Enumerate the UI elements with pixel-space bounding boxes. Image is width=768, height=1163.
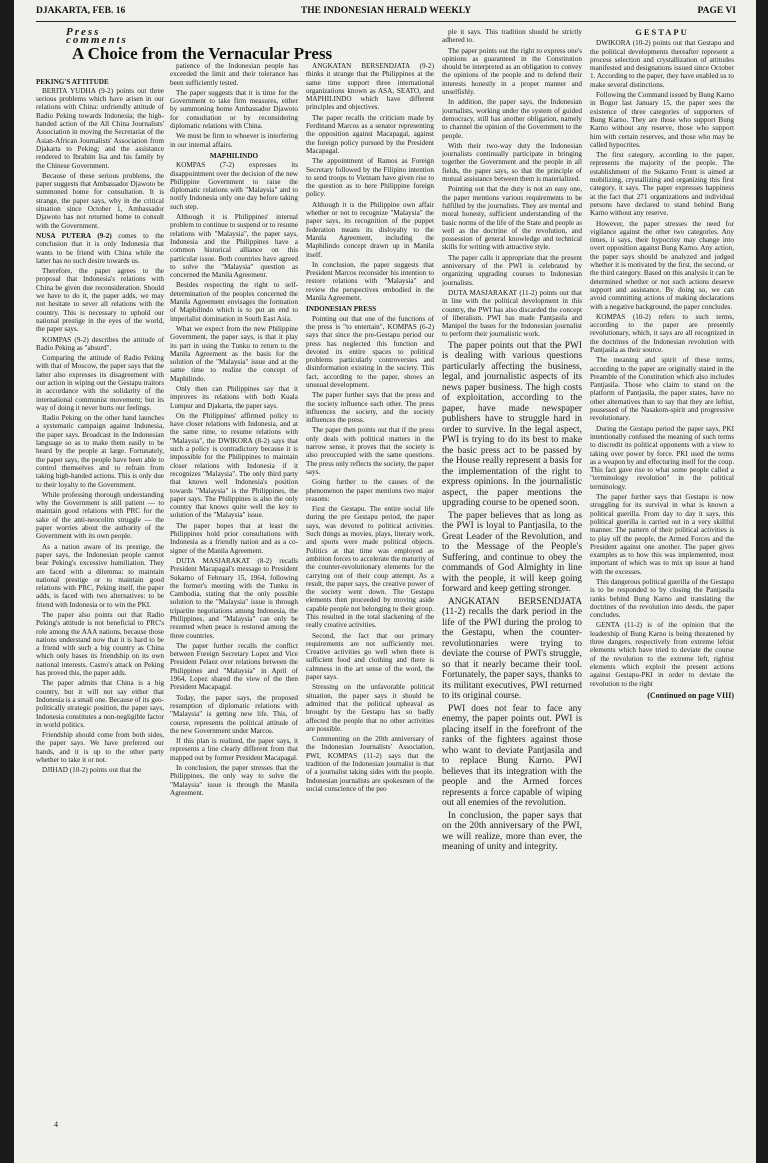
page-label: PAGE VI [697, 6, 736, 16]
paragraph: The paper further says that Gestapu is now struggling for its survival in what is known a political guerilla. From day to day it says, this political guerilla is carried out in a very skillful manner. The pattern of their political activities is to play off the people, the Armed Forces and the President against one another. The paper gives examples as to how this was implemented, most important of which was to mix up issue at hand with the excesses. [590, 493, 734, 576]
paragraph: Comparing the attitude of Radio Peking with that of Moscow, the paper says that the latter also expresses its disagreement with our action in wiping out the Gestapu traitors in accordance with the solidarity of the international communist movement; but its way of doing it never hurts our feelings. [36, 354, 164, 412]
paragraph: KOMPAS (7-2) expresses its disappointment over the decision of the new Philippine Government to raise the diplomatic relations with "Malaysia" and to notify Indonesia only one day before taking such step. [170, 161, 298, 211]
subhead: PEKING'S ATTITUDE [36, 77, 109, 86]
column-1 [36, 28, 164, 1118]
column-2 [170, 62, 298, 1152]
paragraph: The paper hopes that at least the Philippines hold prior consultations with Indonesia as a friendly nation and as a co-signer of the Manila Agreement. [170, 521, 298, 555]
paragraph: With their two-way duty the Indonesian journalists continually participate in bringing together the Government and the people in all fields, the paper says, so that the principle of mutual assistance between them is materialized. [442, 141, 582, 184]
paragraph: Second, the fact that our primary requirements are not sufficiently met. Creative activities go well when there is sufficient food and clothing and there is calmness in the art sense of the word, the paper says. [306, 631, 434, 682]
header-rule [36, 21, 736, 22]
paragraph: The meaning and spirit of these terms, according to the paper are originally stated in the Preamble of the Constitution which also includes Pantjasila. Those who claim to stand on the platform of Pantjasila, the paper states, have no other alternatives than to say that they are leftist, possessed of the Nasakom-spirit and progressive revolutionary. [590, 356, 734, 423]
paragraph: Only then can Philippines say that it improves its relations with both Kuala Lumpur and Djakarta, the paper says. [170, 384, 298, 410]
paragraph: The paper then points out that if the press only deals with political matters in the narrow sense, it proves that the society is also preoccupied with the same questions. The press only reflects the society, the paper says. [306, 426, 434, 476]
paragraph: We must be firm to whoever is interfering in our internal affairs. [170, 132, 298, 149]
column-5 [590, 28, 734, 1148]
paragraph: In conclusion, the paper says that on the 20th anniversary of the PWI, we will realize, more than ever, the meaning of unity and integrity. [442, 810, 582, 853]
paragraph: Pointing out that the duty is not an easy one, the paper mentions various requirements to be fulfilled by the journalists. They are mental and moral honesty, sufficient understanding of the basic norms of the life of the State and people as well as the doctrine of the revolution, and possession of general knowledge and technical skills for writing with attractive style. [442, 185, 582, 252]
section-heading: GESTAPU [635, 28, 689, 37]
paragraph: DJIHAD (10-2) points out that the [42, 766, 142, 775]
paragraph: DWIKORA (10-2) points out that Gestapu and the political developments thereafter represent a process selection and crystallization of attitudes manifested and designations issued since October 1. According to the paper, they have enabled us to make several distinctions. [590, 39, 734, 89]
paragraph: First the Gestapu. The entire social life during the pre Gestapu period, the paper says, was devoted to political activities. Such things as movies, plays, literary work, and sports were made political objects. Politics at that time was employed as ambition forces to accelerate the maturity of the counter-revolutionary elements for the carrying out of their coup attempt. As a result, the paper says, the creative power of the society went down. The Gestapu elements then proceeded by moving aside capable people not belonging to their group. This resulted in the total slackening of the really creative activities. [306, 505, 434, 630]
paragraph: KOMPAS (9-2) describes the attitude of Radio Peking as "absurd". [36, 335, 164, 352]
subhead: INDONESIAN PRESS [306, 305, 377, 314]
paragraph: In conclusion, the paper stresses that the Philippines, the only way to solve the "Malaysia" issue is through the Manila Agreement. [170, 764, 298, 797]
paragraph: The paper admits that China is a big country, but it will not say either that Indonesia is a small one. Because of its geo-politically strategic position, the paper says, Indonesia constitutes a non-negligible factor in world politics. [36, 679, 164, 729]
paragraph: The paper believes that as long as the PWI is loyal to Pantjasila, to the Great Leader of the Revolution, and to the Message of the People's Suffering, and continue to obey the commands of God Almighty in line with the people, it will keep going forward and keep getting stronger. [442, 510, 582, 595]
masthead: THE INDONESIAN HERALD WEEKLY [300, 6, 472, 16]
paragraph: Radio Peking on the other hand launches a systematic campaign against Indonesia, the paper says. Broadcast in the Indonesian language so as to make them easily to be heard by the people at large. Fortunately, the paper says, the people have been able to control themselves and to refrain from taking high-handed actions. This is only due to their loyalty to the Government. [36, 414, 164, 489]
paragraph: This dangerous political guerilla of the Gestapu is to be responded to by closing the Pantjasila ranks behind Bung Karno and translating the doctrines of the revolution into deeds, the paper concludes. [590, 578, 734, 620]
paragraph: The paper further says that the press and the society influence each other. The press influences the society, and the society influences the press. [306, 391, 434, 425]
paragraph: ANGKATAN BERSENDJATA (11-2) recalls the dark period in the life of the PWI during the prolog to the Gestapu, when the counter-revolutionaries were trying to deviate the course of PWI's struggle, so that it nearly became their tool. Fortunately, the paper says, thanks to its militant executives, PWI returned to its original course. [442, 596, 582, 702]
continued-notice: (Continued on page VIII) [647, 690, 734, 700]
paragraph: The paper further recalls the conflict between Foreign Secretary Lopez and Vice President Pelaez over relations between the Philippines and "Malaysia" in April of 1964, Lopez shared the view of the then President Macapagal. [170, 641, 298, 692]
paragraph: Although it is the Philippine own affair whether or not to recognize "Malaysia" the paper says, its recognition of the puppet federation means its disloyalty to the Manila Agreement, including the Maphilindo concept drawn up in Manila itself. [306, 200, 434, 259]
paragraph: PWI does not fear to face any enemy, the paper points out. PWI is placing itself in the forefront of the ranks of the fighters against those who want to deviate Pantjasila and to replace Bung Karno. PWI believes that its integration with the people and the Armed forces represents a force capable of wiping out all enemies of the revolution. [442, 703, 582, 809]
page-header [36, 6, 736, 20]
paper-name: NUSA PUTERA (9-2) [36, 231, 112, 240]
paragraph: Going further to the causes of the phenomenon the paper mentions two major reasons: [306, 478, 434, 503]
paragraph: What we expect from the new Philippine Government, the paper says, is that it play its part in using the Tunku to return to the Manila Agreement as the basis for the solution of the "Malaysia" issue and at the same time to realize the concept of Maphilindo. [170, 324, 298, 383]
paragraph: The paper recalls the criticism made by Ferdinand Marcos as a senator representing the opposition against Macapagal, against the foreign policy pursued by the President Macapagal. [306, 113, 434, 155]
paragraph: On the Philippines' affirmed policy to have closer relations with Indonesia, and at the same time, to resume relations with "Malaysia", the DWIKORA (8-2) says that such a policy is contradictory because it is impossible for the Philippines to maintain closer relations with Indonesia if it recognizes "Malaysia". The only third party that knows well Indonesia's position towards "Malaysia" is the Philippines, the paper says. The Philippines is also the only country that knows quite well the key to solution of the "Malaysia" issue. [170, 411, 298, 520]
paragraph: Following the Command issued by Bung Karno in Bogor last January 15, the paper sees the existence of three categories of supporters of Bung Karno. They are those who support Bung Karno without any reserve, those who support him with certain reserves, and those who may be called hypocrites. [590, 91, 734, 149]
paragraph: If this plan is realized, the paper says, it represents a line clearly different from that mapped out by former President Macapagal. [170, 737, 298, 762]
paragraph: While professing thorough understanding why the Government is still patient — to maintain good relations with PRC for the sake of the anti-neocolim struggle — the paper worries about the authority of the Government with its own people. [36, 490, 164, 541]
paragraph: The paper points out that the PWI is dealing with various questions particularly affecting the business, legal, and journalistic aspects of its news paper business. The high costs of exploitation, according to the paper, have made newspaper publishers have to struggle hard in order to survive. In the legal aspect, PWI is trying to do its best to make the basic press act to be passed by the House really represent a basis for the implementation of the right to express opinions. In the journalistic aspect, the paper mentions the upgrading course to be opened soon. [442, 340, 582, 509]
page-number: 4 [54, 1120, 58, 1129]
paragraph: The first category, according to the paper, represents the majority of the people. The establishment of the Sukarno Front is aimed at mobilizing, crystallizing and organizing this first category, it says. The paper expresses happiness at the fact that 271 organizations and individual persons have declared to stand behind Bung Karno without any reserve. [590, 151, 734, 218]
newspaper-page [14, 0, 756, 1163]
paragraph: Stressing on the unfavorable political situation, the paper says it should be admitted that the political upheaval as brought by the Gestapu has so badly affected the people that no other activities are possible. [306, 683, 434, 733]
paragraph: comes to the conclusion that it is only Indonesia that wants to be friend with China while the latter has no such desire towards us. [36, 231, 164, 265]
paragraph: The appointment of Ramos as Foreign Secretary followed by the Filipino intention to send troops to Vietnam have given rise to the question as to here Philippine foreign policy. [306, 157, 434, 199]
paragraph: ANGKATAN BERSENDJATA (9-2) thinks it strange that the Philippines at the same time support three international organizations known as ASA, SEATO, and MAPHILINDO which have different principles and objectives. [306, 62, 434, 112]
paragraph: GENTA (11-2) is of the opinion that the leadership of Bung Karno is being threatened by three dangers, respectively from extreme leftist elements which have tried to deviate the course of the revolution to the extreme left, rightist elements which exploit the present actions against Gestapu-PKI in order to deviate the revolution to the right [590, 621, 734, 688]
paragraph: In addition, the paper says, the Indonesian journalists, working under the system of guided democracy, still has another obligation, namely to channel the opinion of the Government to the people. [442, 98, 582, 140]
paragraph: The paper suggests that it is time for the Government to take firm measures, either by summoning home Ambassador Djawoto for consultation or by reconsidering diplomatic relations with China. [170, 88, 298, 131]
paragraph: ple it says. This tradition should be strictly adhered to. [442, 28, 582, 45]
article-headline: A Choice from the Vernacular Press [72, 44, 333, 63]
paragraph: The paper also points out that Radio Peking's attitude is not beneficial to PRC's role among the AAA nations, because those nations understand now that it is hard to be a friend with such a big country as China which only bases its friendship on its own national interests. Castro's attack on Peking has proved this, the paper adds. [36, 611, 164, 678]
paragraph: BERITA YUDHA (9-2) points out three serious problems which have arisen in our relations with China: unfriendly attitude of Radio Peking towards Indonesia; the high-handed action of the All China Journalists' Association in moving the Secretariat of the Asian-African Journalists' Association from Djakarta to Peking; and the assistance rendered to Ibrahim Isa and his family by the Chinese Government. [36, 86, 164, 170]
paragraph: Because of these serious problems, the paper suggests that Ambassador Djawoto be summoned home for consultation. It is strange, the paper says, why in the critical situation since October 1, Ambassador Djawoto has not returned home to consult with the Government. [36, 171, 164, 230]
column-4 [442, 28, 582, 1148]
paragraph: However, the paper stresses the need for vigilance against the other two categories. Any times, it says, their hypocrisy may change into overt opposition against Bung Karno. Any action, the paper says should be analyzed and judged whether it is motivated by the first, the second, or the third category. Based on this analysis it can be determined whether or not such actions deserve support and assistance. By doing so, we can avoid committing actions of making declarations with a negative background, the paper concludes. [590, 219, 734, 311]
paragraph: In conclusion, the paper suggests that President Marcos reconsider his intention to restore relations with "Malaysia" and review the perspectives embodied in the Manila Agreement. [306, 260, 434, 303]
paragraph: patience of the Indonesian people has exceeded the limit and their tolerance has been sufficiently tested. [170, 62, 298, 87]
subhead: MAPHILINDO [209, 151, 259, 160]
paragraph: Therefore, the paper agrees to the proposal that Indonesia's relations with China be given due reconsideration. Should we have to do it, the paper adds, we may not hesitate to sever all relations with the country. This is necessary to uphold our national prestige in the eyes of the world, the paper says. [36, 267, 164, 334]
paragraph: The paper points out the right to express one's opinions as guaranteed in the Constitution should be interpreted as an obligation to convey the opinions of the people and to defend their interests honestly in a proper manner and unselfishly. [442, 46, 582, 97]
paragraph: During the Gestapu period the paper says, PKI intentionally confused the meaning of such terms to discredit its political opponents with a view to taking over power by force. PKI used the terms as a weapon by and effecturing itself for the coup. This fact gave rise to what some people called a "terminology revolution" in the political terminology. [590, 424, 734, 491]
paragraph: The paper calls it appropriate that the present anniversary of the PWI is celebrated by organizing upgrading courses to Indonesian journalists. [442, 253, 582, 287]
paragraph: Pointing out that one of the functions of the press is "to entertain", KOMPAS (6-2) says that since the pre-Gestapu period our press has neglected this function and devoted its entire spaces to political problems particularly controversies and disinformation existing in the society. This fact, according to the paper, shows an unusual development. [306, 314, 434, 389]
paragraph: DUTA MASJARAKAT (11-2) points out that in line with the political development in this country, the PWI has also discarded the concept of liberalism. PWI has made Pantjasila and Manipol the bases for the Indonesian journalist to perform their journalistic work. [442, 288, 582, 339]
paragraph: KOMPAS (10-2) refers to such terms, according to the paper are presently revolutionary, which, it says are all recognized in the doctrines of the Indonesian revolution with Pantjasila as their source. [590, 312, 734, 354]
paragraph: Commenting on the 20th anniversary of the Indonesian Journalists' Association, PWI, KOMPAS (11-2) says that the tradition of the Indonesian journalist is that of a journalist taking sides with the people. Indonesian journalists are spokesmen of the social conscience of the peo [306, 735, 434, 793]
column-3 [306, 62, 434, 1152]
paragraph: Today, the paper says, the proposed resumption of diplomatic relations with "Malaysia" is getting new life. This, of course, represents the political attitude of the new Government under Marcos. [170, 693, 298, 735]
paragraph: Although it is Philippines' internal problem to continue to suspend or to resume relations with "Malaysia", the paper says, Indonesia and the Philippines have a common historical alliance on this particular issue. Both countries have agreed to solve the "Malaysia" question as concerned the Manila Agreement. [170, 213, 298, 280]
paragraph: DUTA MASJARAKAT (8-2) recalls President Macapagal's message to President Sukarno of February 15, 1964, following the former's meeting with the Tunku in Cambodia, stating that the only possible solution to the "Malaysia" issue is through tripartite negotiations among Indonesia, the Philippines, and "Malaysia" can only be resumed when peace is restored among the three countries. [170, 556, 298, 640]
paragraph: Besides respecting the right to self-determination of the peoples concerned the Manila Agreement envisages the formation of Maphilindo which is to put an end to imperialist domination in South East Asia. [170, 281, 298, 323]
paragraph: As a nation aware of its prestige, the paper says, the Indonesian people cannot bear Peking's excessive humiliation. They are faced with a dilemma: to maintain national prestige or to maintain good relations with PRC, Peking itself, the paper adds, is faced with two alternatives: to be friend with Indonesia or to win the PKI. [36, 542, 164, 609]
section-kicker: Press comments [66, 28, 128, 47]
paragraph: Friendship should come from both sides, the paper says. We have preferred our hands, and it is up to the other party whether to take it or not. [36, 731, 164, 765]
dateline: DJAKARTA, FEB. 16 [36, 6, 126, 16]
